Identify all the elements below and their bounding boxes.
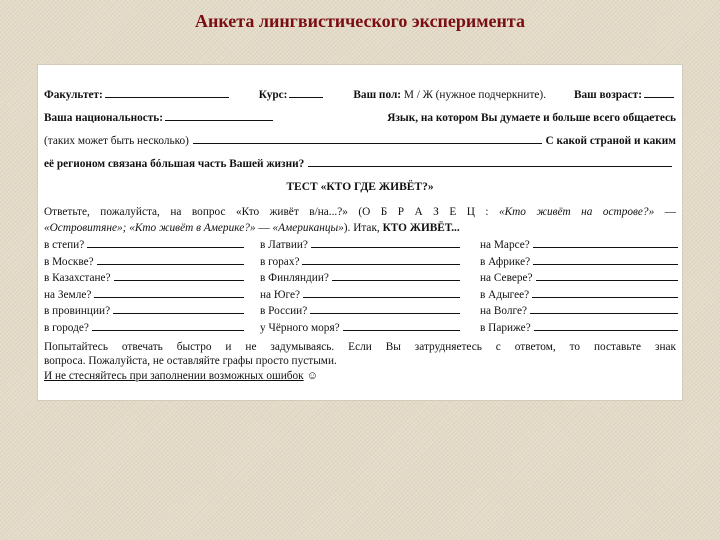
faculty-label: Факультет:: [44, 89, 103, 101]
question-item: [480, 288, 678, 301]
question-item: [260, 304, 460, 317]
question-item: [260, 238, 460, 251]
outro-line1: Попытайтесь отвечать быстро и не задумываясь. Если Вы затрудняетесь с ответом, то поставьте знак: [44, 341, 676, 353]
question-label: на Земле?: [44, 288, 92, 301]
question-item: [44, 288, 244, 301]
question-label: в Париже?: [480, 322, 531, 334]
question-item: [44, 271, 244, 284]
answer-blank[interactable]: [302, 255, 460, 265]
question-label: на Юге?: [260, 288, 301, 301]
answer-blank[interactable]: [94, 288, 244, 298]
course-label: Курс:: [258, 89, 288, 101]
question-label: в Москве?: [44, 255, 94, 268]
outro-line2: вопроса. Пожалуйста, не оставляйте графы просто пустыми.: [44, 355, 337, 368]
answer-blank[interactable]: [533, 255, 678, 265]
question-item: [260, 321, 460, 334]
answer-blank[interactable]: [534, 321, 678, 331]
test-title: ТЕСТ «КТО ГДЕ ЖИВЁТ?»: [286, 181, 434, 193]
question-item: [480, 238, 678, 251]
outro-line3: [44, 370, 676, 382]
test-outro: [44, 341, 676, 384]
sex-label: Ваш пол:: [353, 89, 402, 101]
sex-options[interactable]: М / Ж (нужное подчеркните).: [403, 89, 547, 101]
question-item: [44, 321, 244, 334]
answer-blank[interactable]: [87, 238, 244, 248]
question-item: [480, 321, 678, 334]
question-item: [480, 271, 678, 284]
language-note: (таких может быть несколько): [44, 135, 189, 147]
smiley-icon: ☺: [306, 369, 319, 382]
outro-line3-text: И не стесняйтесь при заполнении возможных ошибок: [44, 369, 304, 382]
form-row-language-answer: [44, 134, 676, 147]
country-label: С какой страной и каким: [545, 135, 676, 147]
age-label: Ваш возраст:: [573, 89, 642, 101]
answer-blank[interactable]: [343, 321, 460, 331]
question-label: в провинции?: [44, 305, 111, 318]
question-label: на Волге?: [480, 305, 528, 318]
question-item: [44, 238, 244, 251]
instruction-dash: —: [258, 222, 270, 234]
answer-blank[interactable]: [303, 288, 460, 298]
question-item: [260, 255, 460, 268]
question-label: в Финляндии?: [260, 272, 329, 285]
instruction-text: Ответьте, пожалуйста, на вопрос «Кто живёт в/на...?» (О Б Р А З Е Ц :: [44, 206, 489, 218]
instruction-who-lives: КТО ЖИВЁТ...: [382, 222, 460, 234]
slide-title: Анкета лингвистического эксперимента: [195, 11, 525, 31]
answer-blank[interactable]: [311, 238, 460, 248]
question-item: [44, 304, 244, 317]
question-label: на Севере?: [480, 272, 533, 285]
answer-blank[interactable]: [532, 288, 678, 298]
question-label: в Адыгее?: [480, 288, 530, 301]
answer-blank[interactable]: [536, 271, 678, 281]
example-question-island: «Кто живёт на острове?»: [499, 206, 655, 218]
answer-blank[interactable]: [114, 271, 244, 281]
instruction-text: ). Итак,: [343, 222, 380, 234]
region-label: её регионом связана бóльшая часть Вашей жизни?: [44, 158, 305, 170]
question-label: в степи?: [44, 239, 85, 251]
faculty-blank[interactable]: [105, 88, 229, 98]
age-blank[interactable]: [644, 88, 674, 98]
question-label: на Марсе?: [480, 239, 530, 251]
question-label: в городе?: [44, 322, 89, 334]
answer-blank[interactable]: [92, 321, 244, 331]
language-label: Язык, на котором Вы думаете и больше всего общаетесь: [387, 112, 676, 124]
test-instruction-line1: [44, 206, 676, 218]
question-label: у Чёрного моря?: [260, 322, 340, 334]
answer-blank[interactable]: [97, 255, 244, 265]
answer-blank[interactable]: [530, 304, 678, 314]
questionnaire-sheet: [38, 65, 682, 400]
question-item: [44, 255, 244, 268]
form-row-personal: [44, 88, 676, 101]
question-label: в горах?: [260, 255, 300, 268]
form-row-region: [44, 157, 676, 170]
nationality-label: Ваша национальность:: [44, 112, 164, 124]
test-instruction-line2: [44, 222, 676, 234]
question-label: в Латвии?: [260, 239, 308, 251]
answer-blank[interactable]: [332, 271, 460, 281]
nationality-blank[interactable]: [165, 111, 273, 121]
region-blank[interactable]: [308, 157, 672, 167]
question-item: [260, 288, 460, 301]
form-row-nationality: [44, 111, 676, 124]
question-item: [260, 271, 460, 284]
instruction-dash: —: [664, 206, 677, 218]
question-item: [480, 304, 678, 317]
question-label: в Африке?: [480, 255, 531, 268]
example-answer-america: «Американцы»: [272, 222, 344, 234]
example-answer-island: «Островитяне»;: [44, 222, 127, 234]
question-label: в Казахстане?: [44, 272, 111, 285]
language-blank[interactable]: [193, 134, 542, 144]
course-blank[interactable]: [289, 88, 323, 98]
example-question-america: «Кто живёт в Америке?»: [129, 222, 256, 234]
answer-blank[interactable]: [113, 304, 244, 314]
question-item: [480, 255, 678, 268]
question-label: в России?: [260, 305, 308, 318]
answer-blank[interactable]: [533, 238, 678, 248]
answer-blank[interactable]: [310, 304, 460, 314]
